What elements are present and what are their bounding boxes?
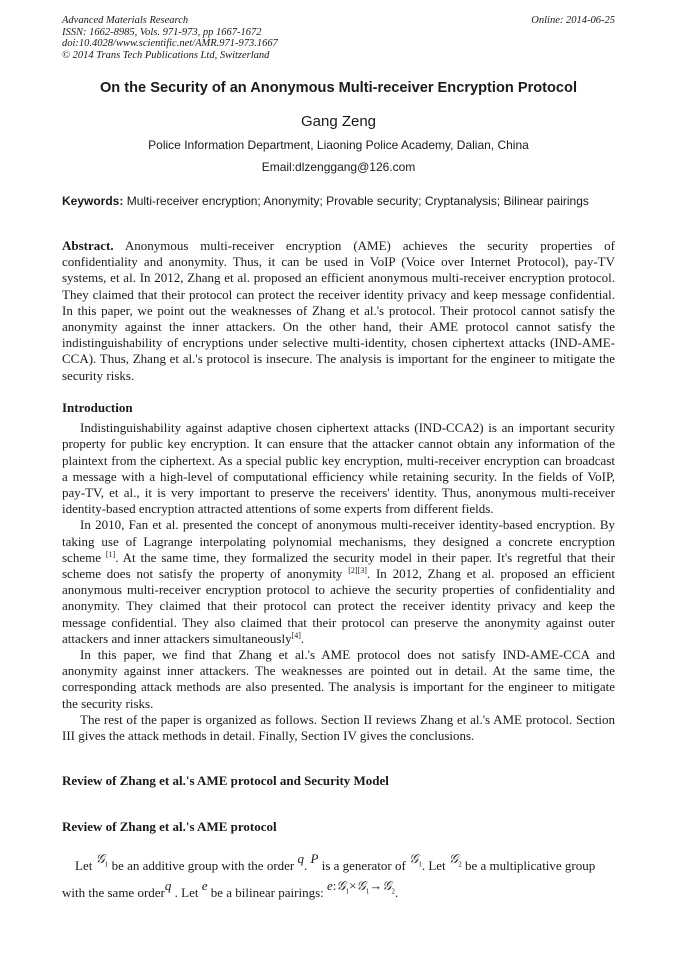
citation-2-3: [2][3]	[348, 566, 367, 576]
citation-1: [1]	[105, 549, 116, 559]
subsection-heading-review: Review of Zhang et al.'s AME protocol	[62, 819, 277, 834]
generator-p-symbol: P	[310, 851, 319, 866]
keywords-text: Multi-receiver encryption; Anonymity; Provable security; Cryptanalysis; Bilinear pairings	[126, 194, 589, 208]
citation-4: [4]	[291, 630, 301, 640]
introduction-section	[62, 400, 615, 744]
section-heading-review-model: Review of Zhang et al.'s AME protocol and Security Model	[62, 773, 389, 788]
paper-title: On the Security of an Anonymous Multi-receiver Encryption Protocol	[99, 80, 578, 96]
author-affiliation: Police Information Department, Liaoning Police Academy, Dalian, China	[148, 138, 529, 152]
abstract-text: Anonymous multi-receiver encryption (AME) achieves the security properties of confidentiality and anonymity. Thus, it can be used in VoIP (Voice over Internet Protocol), pay-TV systems, et al. In 2012, Zhang et al. proposed an efficient anonymous multi-receiver encryption protocol. They claimed that their protocol can protect the receiver identity privacy and keep message confidential. In this paper, we point out the weaknesses of Zhang et al.'s protocol. Their protocol cannot satisfy the anonymity against the inner attackers. On the other hand, their AME protocol cannot satisfy the indistinguishability of encryptions under selective multi-identity, chosen ciphertext attacks (IND-AME-CCA). Thus, Zhang et al.'s protocol is insecure. The analysis is important for the engineer to mitigate the security risks.	[62, 238, 615, 383]
intro-paragraph-3: In this paper, we find that Zhang et al.'s AME protocol does not satisfy IND-AME-CCA and anonymity against inner attackers. The weaknesses are pointed out in detail. At the same time, the corresponding attack methods are also presented. The analysis is important for the engineer to mitigate the security risks.	[62, 647, 615, 711]
journal-issn: ISSN: 1662-8985, Vols. 971-973, pp 1667-1672	[62, 26, 262, 38]
group-g2-symbol: 𝒢	[448, 852, 459, 867]
pairing-e-symbol: e	[201, 878, 208, 893]
keywords	[62, 194, 615, 209]
journal-copyright: © 2014 Trans Tech Publications Ltd, Switzerland	[62, 49, 270, 61]
abstract-label: Abstract.	[62, 238, 114, 253]
introduction-heading: Introduction	[62, 400, 133, 415]
author-name: Gang Zeng	[300, 113, 377, 130]
intro-paragraph-4: The rest of the paper is organized as follows. Section II reviews Zhang et al.'s AME protocol. Section III gives the attack methods in detail. Finally, Section IV gives the conclusions.	[62, 711, 615, 744]
journal-doi: doi:10.4028/www.scientific.net/AMR.971-973.1667	[62, 38, 278, 49]
pairing-formula: e:𝒢$_1$×𝒢$_1$→𝒢$_2$	[327, 878, 396, 896]
online-date: Online: 2014-06-25	[531, 15, 615, 26]
journal-name: Advanced Materials Research	[62, 15, 189, 26]
order-q-symbol: q	[297, 851, 305, 866]
intro-paragraph-2: In 2010, Fan et al. presented the concept of anonymous multi-receiver identity-based encryption. By taking use of Lagrange interpolating polynomial mechanisms, they designed a concrete encryption scheme [1]. At the same time, they formalized the security model in their paper. It's regretful that their scheme does not satisfy the property of anonymity [2][3]. In 2012, Zhang et al. proposed an efficient anonymous multi-receiver encryption protocol to achieve the security properties of confidentiality and anonymity. They claimed that their protocol can protect the receiver identity privacy and keep the message confidential. They also claimed that their protocol can preserve the anonymity against outer attackers and inner attackers simultaneously[4].	[62, 517, 615, 646]
intro-paragraph-1: Indistinguishability against adaptive chosen ciphertext attacks (IND-CCA2) is an important security property for public key encryption. It can ensure that the attacker cannot obtain any information of the plaintext from the ciphertext. As a special public key encryption, multi-receiver encryption can broadcast a message with a high-level of computational efficiency while retaining security. In the fields of VoIP, pay-TV, et al., it is very important to preserve the receivers' identity. Thus, anonymous multi-receiver identity-based encryption attracted attentions of some experts from different fields.	[62, 420, 615, 517]
author-email: Email:dlzenggang@126.com	[261, 160, 416, 174]
abstract	[62, 238, 615, 384]
math-paragraph: Let 𝒢$_1$ be an additive group with the order q. P is a generator of 𝒢$_1$. Let 𝒢$_2$ be a multiplicative group with the same orderq . Let e be a bilinear pairings: e:𝒢$_1$×𝒢$_1$→𝒢$_2$.	[62, 851, 596, 900]
keywords-label: Keywords:	[62, 194, 124, 208]
group-g1-symbol: 𝒢	[95, 852, 105, 867]
journal-header	[62, 15, 615, 61]
